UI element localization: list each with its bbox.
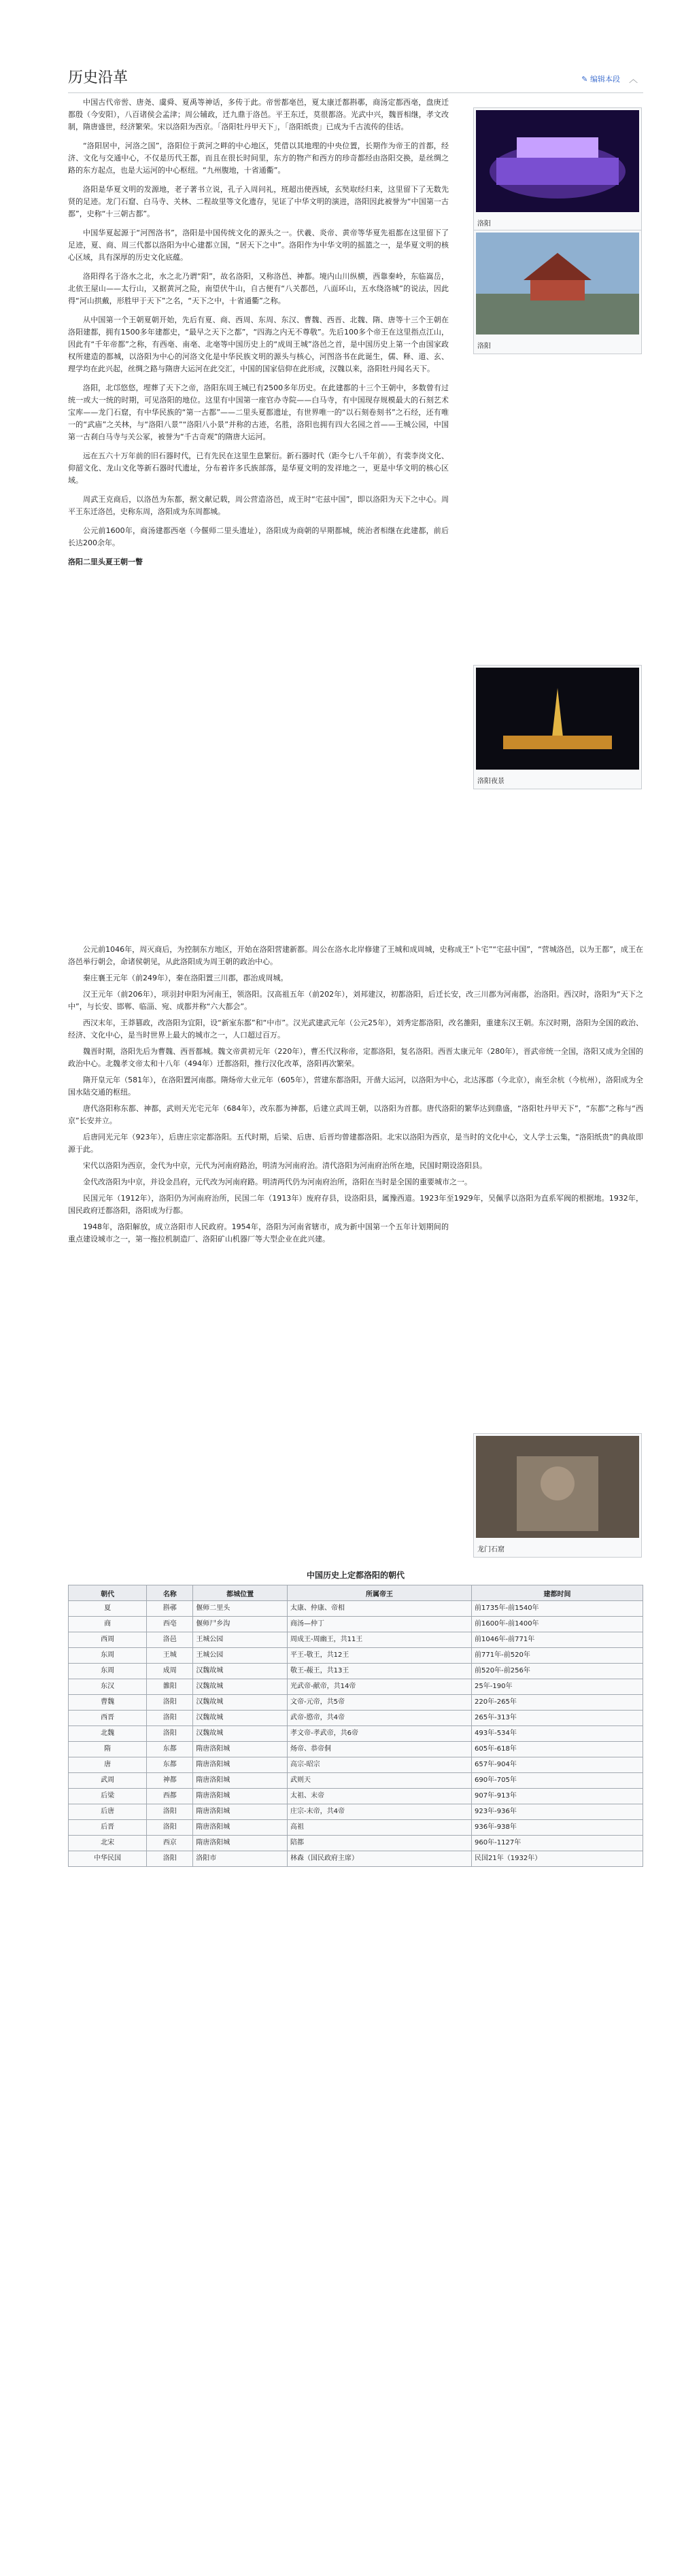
paragraph: 远在五六十万年前的旧石器时代，已有先民在这里生息繁衍。新石器时代（距今七八千年前），有裴李岗文化、仰韶文化、龙山文化等新石器时代遗址，分布着许多氏族部落，是华夏文明的发祥地之一，更是中华文明的核心区域。 xyxy=(68,451,449,485)
table-cell: 东周 xyxy=(69,1664,147,1679)
table-cell: 923年-936年 xyxy=(472,1804,643,1820)
table-cell: 平王-敬王，共12王 xyxy=(287,1648,471,1664)
paragraph: 洛阳，北邙悠悠，埋葬了天下之帝，洛阳东周王城已有2500多年历史。在此建都的十三个王朝中，多数曾有过统一或大一统的时期，可见洛阳的地位。这里有中国第一座官办寺院——白马寺，有中国现存规模最大的石刻艺术宝库——龙门石窟，有中华民族的“第一古都”——二里头夏都遗址，有世界唯一的“以石刻卷刻书”之石经，还有唯一的“武庙”之关林，与“洛阳八景”“洛阳八小景”并称的古迹，名胜，洛阳也拥有四大名园之首——王城公园，中国第一古刹白马寺与关公冢，被誉为“千古奇观”的隋唐大运河。 xyxy=(68,383,449,441)
table-cell: 武帝-愍帝，共4帝 xyxy=(287,1711,471,1726)
table-cell: 太祖、末帝 xyxy=(287,1789,471,1804)
table-cell: 西周 xyxy=(69,1632,147,1648)
table-cell: 商 xyxy=(69,1617,147,1632)
table-cell: 605年-618年 xyxy=(472,1742,643,1757)
table-cell: 孝文帝-孝武帝，共6帝 xyxy=(287,1726,471,1742)
paragraph: 公元前1600年，商汤建都西亳（今偃师二里头遗址），洛阳成为商朝的早期都城，统治者相继在此建都，前后长达200余年。 xyxy=(68,526,449,547)
table-cell: 265年-313年 xyxy=(472,1711,643,1726)
table-cell: 洛阳 xyxy=(147,1695,193,1711)
table-cell: 前1600年-前1400年 xyxy=(472,1617,643,1632)
subheading: 洛阳二里头夏王朝一瞥 xyxy=(68,557,143,566)
table-cell: 汉魏故城 xyxy=(193,1679,288,1695)
table-cell: 庄宗-末帝，共4帝 xyxy=(287,1804,471,1820)
table-cell: 洛阳 xyxy=(147,1851,193,1867)
column-header: 名称 xyxy=(147,1585,193,1601)
table-cell: 陪都 xyxy=(287,1836,471,1851)
table-cell: 汉魏故城 xyxy=(193,1711,288,1726)
table-cell: 隋唐洛阳城 xyxy=(193,1757,288,1773)
chevron-up-icon[interactable]: ︿ xyxy=(628,75,638,85)
paragraph: 民国元年（1912年），洛阳仍为河南府治所，民国二年（1913年）废府存县，设洛阳县，属豫西道。1923年至1929年，吴佩孚以洛阳为直系军阀的根据地。1932年，国民政府迁都洛阳，洛阳成为行都。 xyxy=(68,1194,643,1215)
table-cell: 高祖 xyxy=(287,1820,471,1836)
column-header: 建都时间 xyxy=(472,1585,643,1601)
table-cell: 武周 xyxy=(69,1773,147,1789)
table-row xyxy=(69,1789,643,1804)
table-cell: 隋唐洛阳城 xyxy=(193,1820,288,1836)
table-row xyxy=(69,1836,643,1851)
table-cell: 高宗-昭宗 xyxy=(287,1757,471,1773)
table-cell: 后梁 xyxy=(69,1789,147,1804)
paragraph: 洛阳是华夏文明的发源地，老子著书立说，孔子入周问礼，班超出使西域，玄奘取经归来，这里留下了无数先贤的足迹。龙门石窟、白马寺、关林、二程故里等文化遗存，见证了中华文明的演进，洛阳因此被誉为“中国第一古都”，史称“十三朝古都”。 xyxy=(68,185,449,218)
table-cell: 偃师尸乡沟 xyxy=(193,1617,288,1632)
table-row xyxy=(69,1711,643,1726)
table-row xyxy=(69,1726,643,1742)
edit-label[interactable]: 编辑本段 xyxy=(590,75,620,84)
table-cell: 25年-190年 xyxy=(472,1679,643,1695)
image-caption: 洛阳 xyxy=(477,343,491,350)
table-row xyxy=(69,1851,643,1867)
paragraph: 唐代洛阳称东都、神都，武则天光宅元年（684年），改东都为神都，后建立武周王朝，以洛阳为首都。唐代洛阳的繁华达到鼎盛，“洛阳牡丹甲天下”，“东都”之称与“西京”长安并立。 xyxy=(68,1104,643,1125)
table-cell: 前1046年-前771年 xyxy=(472,1632,643,1648)
table-cell: 敬王-赧王，共13王 xyxy=(287,1664,471,1679)
image-caption: 洛阳 xyxy=(477,220,491,228)
table-row xyxy=(69,1773,643,1789)
table-cell: 夏 xyxy=(69,1601,147,1617)
table-row xyxy=(69,1757,643,1773)
image-caption: 龙门石窟 xyxy=(477,1546,505,1553)
table-cell: 隋唐洛阳城 xyxy=(193,1773,288,1789)
table-cell: 偃师二里头 xyxy=(193,1601,288,1617)
table-cell: 神都 xyxy=(147,1773,193,1789)
table-cell: 690年-705年 xyxy=(472,1773,643,1789)
table-cell: 隋唐洛阳城 xyxy=(193,1804,288,1820)
paragraph: 金代改洛阳为中京，并设金昌府，元代改为河南府路。明清两代仍为河南府治所，洛阳在当时是全国的重要城市之一。 xyxy=(83,1178,472,1186)
table-cell: 北宋 xyxy=(69,1836,147,1851)
table-cell: 斟鄩 xyxy=(147,1601,193,1617)
table-cell: 西亳 xyxy=(147,1617,193,1632)
table-cell: 西京 xyxy=(147,1836,193,1851)
table-cell: 洛阳市 xyxy=(193,1851,288,1867)
table-cell: 西都 xyxy=(147,1789,193,1804)
table-cell: 汉魏故城 xyxy=(193,1664,288,1679)
table-cell: 洛阳 xyxy=(147,1726,193,1742)
thumbnail[interactable] xyxy=(473,230,642,354)
table-cell: 炀帝、恭帝侗 xyxy=(287,1742,471,1757)
table-cell: 洛阳 xyxy=(147,1804,193,1820)
section-title: 历史沿革 xyxy=(68,69,129,86)
paragraph: 中国华夏起源于“河图洛书”，洛阳是中国传统文化的源头之一。伏羲、炎帝、黄帝等华夏先祖都在这里留下了足迹，夏、商、周三代都以洛阳为中心建都立国，“居天下之中”。洛阳作为中华文明的摇篮之一，是华夏文明的核心区域，具有深厚的历史文化底蕴。 xyxy=(68,228,449,262)
table-cell: 657年-904年 xyxy=(472,1757,643,1773)
table-cell: 220年-265年 xyxy=(472,1695,643,1711)
table-cell: 曹魏 xyxy=(69,1695,147,1711)
table-row xyxy=(69,1664,643,1679)
column-header: 都城位置 xyxy=(193,1585,288,1601)
table-cell: 汉魏故城 xyxy=(193,1726,288,1742)
table-row xyxy=(69,1742,643,1757)
palace-image xyxy=(476,233,639,334)
thumbnail[interactable] xyxy=(473,1433,642,1558)
article-body xyxy=(68,97,449,575)
table-cell: 隋唐洛阳城 xyxy=(193,1742,288,1757)
table-header-row xyxy=(69,1585,643,1601)
table-cell: 北魏 xyxy=(69,1726,147,1742)
table-cell: 907年-913年 xyxy=(472,1789,643,1804)
paragraph: 公元前1046年，周灭商后，为控制东方地区，开始在洛阳营建新都。周公在洛水北岸修建了王城和成周城，史称成王“卜宅”“宅兹中国”，“营城洛邑，以为王都”，成王在洛邑举行朝会，命诸侯朝见，从此洛阳成为周王朝的政治中心。 xyxy=(68,945,643,966)
column-header: 所属帝王 xyxy=(287,1585,471,1601)
table-cell: 960年-1127年 xyxy=(472,1836,643,1851)
table-row xyxy=(69,1695,643,1711)
table-cell: 东都 xyxy=(147,1757,193,1773)
table-cell: 唐 xyxy=(69,1757,147,1773)
edit-section-link[interactable]: ✎ 编辑本段 xyxy=(581,75,620,84)
paragraph: 西汉末年，王莽篡政，改洛阳为宜阳，设“新室东都”和“中市”。汉光武建武元年（公元25年），刘秀定都洛阳，改名雒阳，重建东汉王朝。东汉时期，洛阳为全国的政治、经济、文化中心，是当时世界上最大的城市之一，人口超过百万。 xyxy=(68,1018,643,1040)
table-cell: 隋 xyxy=(69,1742,147,1757)
paragraph: 洛阳得名于洛水之北，水之北乃谓“阳”，故名洛阳，又称洛邑、神都。境内山川纵横，西靠秦岭，东临嵩岳，北依王屋山——太行山，又据黄河之险，南望伏牛山，自古便有“八关都邑，八面环山，五水绕洛城”的说法，因此得“河山拱戴，形胜甲于天下”之名，“天下之中，十省通衢”之称。 xyxy=(68,272,449,305)
table-cell: 王城公园 xyxy=(193,1632,288,1648)
table-cell: 洛阳 xyxy=(147,1711,193,1726)
table-cell: 文帝-元帝，共5帝 xyxy=(287,1695,471,1711)
table-row xyxy=(69,1679,643,1695)
table-cell: 中华民国 xyxy=(69,1851,147,1867)
table-cell: 东汉 xyxy=(69,1679,147,1695)
column-header: 朝代 xyxy=(69,1585,147,1601)
paragraph: 从中国第一个王朝夏朝开始，先后有夏、商、西周、东周、东汉、曹魏、西晋、北魏、隋、唐等十三个王朝在洛阳建都，拥有1500多年建都史，“最早之天下之都”，“四海之内无不尊敬”。先后100多个帝王在这里指点江山，因此有“千年帝都”之称，有西亳、南亳、北亳等中国历史上的“成周王城”洛邑之首，是中国历史上第一个由国家政权所建造的都城，以洛阳为中心的河洛文化是中华民族文明的源头与核心，河图洛书在此诞生，儒、释、道、玄、理学均在此兴起，丝绸之路与隋唐大运河在此交汇，中国的国家信仰在此形成，汉魏以来，洛阳牡丹闻名天下。 xyxy=(68,315,449,373)
paragraph: “洛阳居中，河洛之国”，洛阳位于黄河之畔的中心地区，凭借以其地理的中央位置，长期作为帝王的首都，经济、文化与交通中心，不仅是历代王都，而且在很长时间里，东方的物产和西方的珍奇都经由洛阳交换，是丝绸之路的东方起点，也是大运河的中心枢纽。“九州腹地，十省通衢”。 xyxy=(68,141,449,175)
table-cell: 493年-534年 xyxy=(472,1726,643,1742)
table-cell: 前771年-前520年 xyxy=(472,1648,643,1664)
table-cell: 雒阳 xyxy=(147,1679,193,1695)
paragraph: 汉王元年（前206年），项羽封申阳为河南王，领洛阳。汉高祖五年（前202年），刘邦建汉，初都洛阳，后迁长安，改三川郡为河南郡，治洛阳。西汉时，洛阳为“天下之中”，与长安、邯郸、临淄、宛、成都并称“六大都会”。 xyxy=(68,990,643,1011)
paragraph: 隋开皇元年（581年），在洛阳置河南郡。隋炀帝大业元年（605年），营建东都洛阳，开凿大运河，以洛阳为中心，北达涿郡（今北京），南至余杭（今杭州），洛阳成为全国水陆交通的枢纽。 xyxy=(68,1076,643,1097)
table-cell: 隋唐洛阳城 xyxy=(193,1789,288,1804)
article-body-lower xyxy=(68,944,643,1250)
table-row xyxy=(69,1617,643,1632)
table-cell: 王城公园 xyxy=(193,1648,288,1664)
table-cell: 西晋 xyxy=(69,1711,147,1726)
table-row xyxy=(69,1804,643,1820)
table-row xyxy=(69,1632,643,1648)
table-row xyxy=(69,1601,643,1617)
table-cell: 洛邑 xyxy=(147,1632,193,1648)
night-pagoda-image xyxy=(476,668,639,770)
table-cell: 东都 xyxy=(147,1742,193,1757)
table-cell: 前520年-前256年 xyxy=(472,1664,643,1679)
table-cell: 民国21年（1932年） xyxy=(472,1851,643,1867)
table-row xyxy=(69,1648,643,1664)
table-cell: 后晋 xyxy=(69,1820,147,1836)
table-cell: 汉魏故城 xyxy=(193,1695,288,1711)
table-cell: 后唐 xyxy=(69,1804,147,1820)
table-cell: 光武帝-献帝，共14帝 xyxy=(287,1679,471,1695)
table-cell: 936年-938年 xyxy=(472,1820,643,1836)
paragraph: 1948年，洛阳解放，成立洛阳市人民政府。1954年，洛阳为河南省辖市，成为新中国第一个五年计划期间的重点建设城市之一，第一拖拉机制造厂、洛阳矿山机器厂等大型企业在此兴建。 xyxy=(68,1222,449,1243)
dynasty-table xyxy=(68,1565,643,1867)
paragraph: 秦庄襄王元年（前249年），秦在洛阳置三川郡，郡治成周城。 xyxy=(83,974,288,982)
paragraph: 后唐同光元年（923年），后唐庄宗定都洛阳。五代时期，后梁、后唐、后晋均曾建都洛阳。北宋以洛阳为西京，是当时的文化中心，文人学士云集，“洛阳纸贵”的典故即源于此。 xyxy=(68,1133,643,1154)
table-cell: 太康、仲康、帝相 xyxy=(287,1601,471,1617)
table-cell: 王城 xyxy=(147,1648,193,1664)
paragraph: 周武王克商后，以洛邑为东都，据文献记载，周公营造洛邑，成王时“宅兹中国”，即以洛阳为天下之中心。周平王东迁洛邑，史称东周，洛阳成为东周都城。 xyxy=(68,495,449,516)
table-cell: 周成王-周幽王，共11王 xyxy=(287,1632,471,1648)
grotto-image xyxy=(476,1436,639,1538)
image-caption: 洛阳夜景 xyxy=(477,778,505,785)
paragraph: 宋代以洛阳为西京，金代为中京，元代为河南府路治，明清为河南府治。清代洛阳为河南府治所在地，民国时期设洛阳县。 xyxy=(83,1161,487,1170)
table-cell: 东周 xyxy=(69,1648,147,1664)
paragraph: 中国古代帝喾、唐尧、虞舜、夏禹等神话，多传于此。帝喾都亳邑，夏太康迁都斟鄩，商汤定都西亳，盘庚迁都殷（今安阳），八百诸侯会孟津；周公辅政，迁九鼎于洛邑。平王东迁，莫很都洛。光武中兴，魏晋相继，孝文改制，隋唐盛世，经济繁荣。宋以洛阳为西京。「洛阳牡丹甲天下」，「洛阳纸贵」已成为千古流传的佳话。 xyxy=(68,98,449,131)
city-night-image xyxy=(476,110,639,212)
thumbnail[interactable] xyxy=(473,665,642,789)
table-cell: 隋唐洛阳城 xyxy=(193,1836,288,1851)
section-header xyxy=(68,67,643,93)
table-cell: 商汤—仲丁 xyxy=(287,1617,471,1632)
table-cell: 武则天 xyxy=(287,1773,471,1789)
paragraph: 魏晋时期，洛阳先后为曹魏、西晋都城。魏文帝黄初元年（220年），曹丕代汉称帝，定都洛阳，复名洛阳。西晋太康元年（280年），晋武帝统一全国，洛阳又成为全国的政治中心。北魏孝文帝太和十八年（494年）迁都洛阳，推行汉化改革，洛阳再次繁荣。 xyxy=(68,1047,643,1068)
table-cell: 成周 xyxy=(147,1664,193,1679)
article-section xyxy=(68,67,643,1553)
thumbnail[interactable] xyxy=(473,107,642,232)
table-cell: 前1735年-前1540年 xyxy=(472,1601,643,1617)
table-cell: 林森（国民政府主席） xyxy=(287,1851,471,1867)
table-caption: 中国历史上定都洛阳的朝代 xyxy=(306,1570,405,1580)
table-cell: 洛阳 xyxy=(147,1820,193,1836)
table-row xyxy=(69,1820,643,1836)
